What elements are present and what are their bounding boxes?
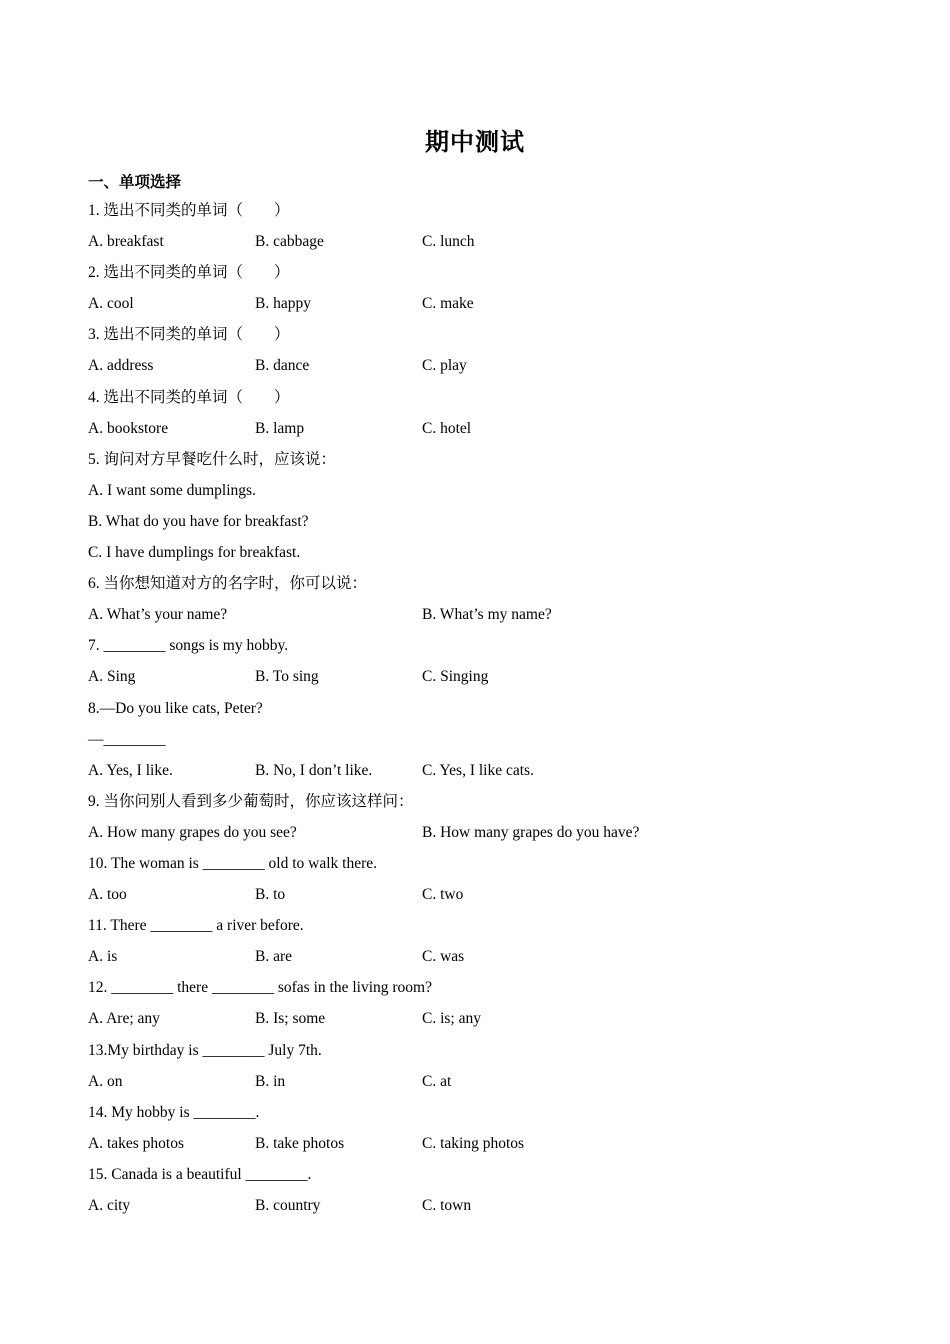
- question-text: 15. Canada is a beautiful ________.: [88, 1165, 312, 1183]
- answer-option: B. country: [255, 1197, 321, 1214]
- answer-option: A. takes photos: [88, 1134, 185, 1152]
- answer-option: B. to: [255, 886, 286, 904]
- option-row: [88, 293, 888, 324]
- answer-option: A. Yes, I like.: [88, 761, 173, 779]
- answer-option: B. happy: [255, 295, 311, 313]
- answer-option: C. make: [422, 295, 474, 313]
- question-text: 5. 询问对方早餐吃什么时，应该说：: [88, 450, 337, 468]
- answer-option: A. What’s your name?: [88, 606, 228, 624]
- answer-option: C. town: [422, 1197, 472, 1214]
- answer-option: A. cool: [88, 295, 134, 313]
- answer-option: B. dance: [255, 357, 310, 375]
- answer-option: A. How many grapes do you see?: [88, 823, 297, 841]
- answer-option: A. bookstore: [88, 419, 169, 437]
- answer-option: B. lamp: [255, 419, 305, 437]
- answer-option: B. in: [255, 1072, 286, 1090]
- option-row: [88, 1008, 888, 1039]
- question-text: C. I have dumplings for breakfast.: [88, 544, 301, 562]
- question-text: 8.—Do you like cats, Peter?: [88, 699, 263, 717]
- answer-option: B. To sing: [255, 668, 319, 686]
- answer-option: B. Is; some: [255, 1010, 326, 1028]
- question-text: 3. 选出不同类的单词（ ）: [88, 326, 290, 344]
- question-list: [88, 200, 888, 1226]
- answer-option: A. is: [88, 948, 118, 966]
- answer-option: B. What’s my name?: [422, 606, 552, 624]
- question-text: 4. 选出不同类的单词（ ）: [88, 388, 290, 406]
- answer-option: A. city: [88, 1197, 131, 1214]
- answer-option: A. Sing: [88, 668, 136, 686]
- option-row: [88, 666, 888, 697]
- answer-option: C. two: [422, 886, 464, 904]
- option-row: [88, 822, 888, 853]
- option-row: [88, 1071, 888, 1102]
- question-text: B. What do you have for breakfast?: [88, 512, 309, 530]
- answer-option: C. Yes, I like cats.: [422, 761, 534, 779]
- answer-option: C. at: [422, 1072, 452, 1090]
- answer-option: C. was: [422, 948, 465, 966]
- question-text: 7. ________ songs is my hobby.: [88, 637, 289, 655]
- question-text: 6. 当你想知道对方的名字时，你可以说：: [88, 575, 368, 593]
- option-row: [88, 1133, 888, 1164]
- answer-option: A. Are; any: [88, 1010, 160, 1028]
- answer-option: C. lunch: [422, 233, 475, 251]
- answer-option: B. take photos: [255, 1134, 345, 1152]
- question-text: 11. There ________ a river before.: [88, 917, 304, 935]
- question-text: 12. ________ there ________ sofas in the living room?: [88, 979, 432, 997]
- question-text: A. I want some dumplings.: [88, 481, 256, 499]
- option-row: [88, 418, 888, 449]
- answer-option: C. hotel: [422, 419, 472, 437]
- option-row: [88, 946, 888, 977]
- option-row: [88, 604, 888, 635]
- answer-option: C. Singing: [422, 668, 489, 686]
- option-row: [88, 231, 888, 262]
- option-row: [88, 884, 888, 915]
- answer-option: B. are: [255, 948, 293, 966]
- option-row: [88, 760, 888, 791]
- answer-option: C. play: [422, 357, 467, 375]
- answer-option: B. How many grapes do you have?: [422, 823, 640, 841]
- answer-option: B. cabbage: [255, 233, 324, 251]
- option-row: [88, 355, 888, 386]
- question-text: —________: [88, 730, 166, 748]
- question-text: 10. The woman is ________ old to walk there.: [88, 854, 378, 872]
- page-title: 期中测试: [425, 130, 525, 156]
- answer-option: A. breakfast: [88, 233, 164, 251]
- question-text: 1. 选出不同类的单词（ ）: [88, 202, 290, 219]
- answer-option: C. is; any: [422, 1010, 481, 1028]
- answer-option: A. address: [88, 357, 154, 375]
- question-text: 9. 当你问别人看到多少葡萄时，你应该这样问：: [88, 792, 414, 810]
- answer-option: C. taking photos: [422, 1134, 525, 1152]
- answer-option: B. No, I don’t like.: [255, 761, 373, 779]
- question-text: 14. My hobby is ________.: [88, 1103, 260, 1121]
- section-heading: 一、单项选择: [88, 174, 182, 191]
- option-row: [88, 1195, 888, 1226]
- answer-option: A. on: [88, 1072, 123, 1090]
- answer-option: A. too: [88, 886, 127, 904]
- question-text: 13.My birthday is ________ July 7th.: [88, 1041, 322, 1059]
- question-text: 2. 选出不同类的单词（ ）: [88, 264, 290, 282]
